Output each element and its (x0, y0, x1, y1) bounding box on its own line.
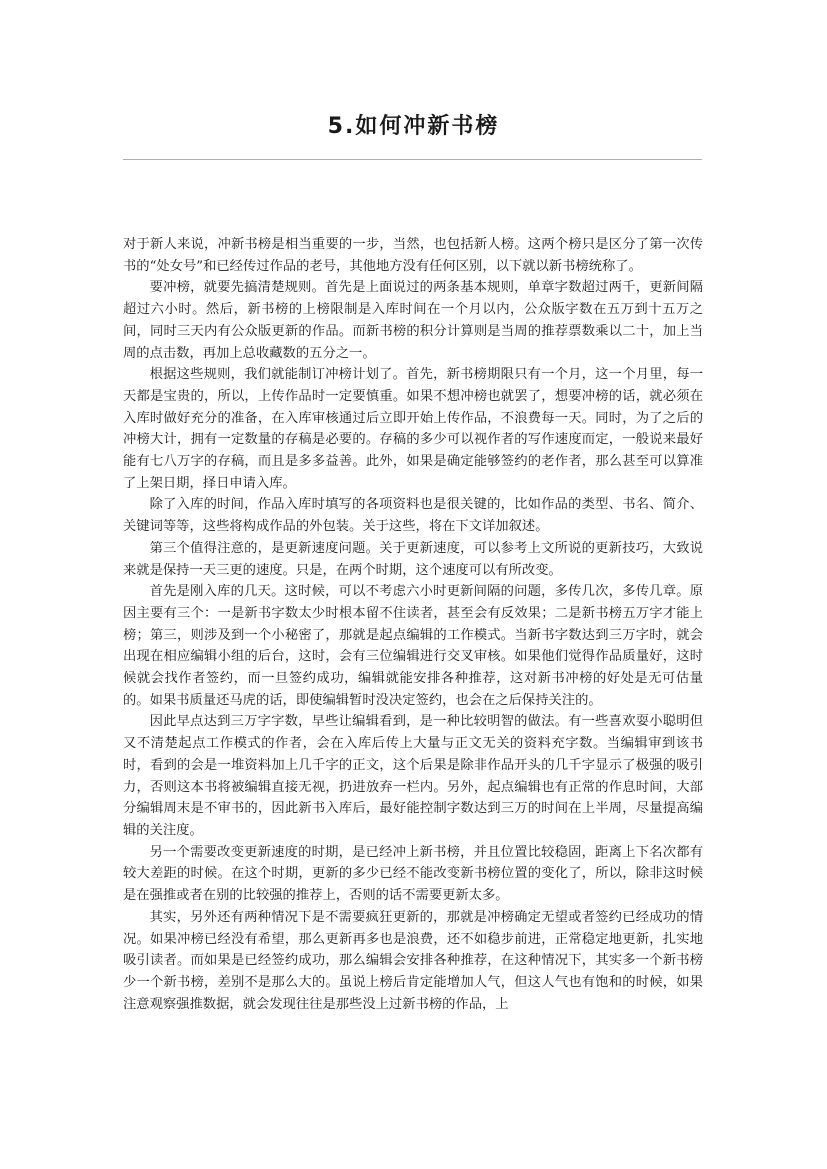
paragraph: 首先是刚入库的几天。这时候，可以不考虑六小时更新间隔的问题，多传几次，多传几章。原因主要有三个：一是新书字数太少时根本留不住读者，甚至会有反效果；二是新书榜五万字才能上榜；第三，则涉及到一个小秘密了，那就是起点编辑的工作模式。当新书字数达到三万字时，就会出现在相应编辑小组的后台，这时，会有三位编辑进行交叉审核。如果他们觉得作品质量好，这时候就会找作者签约，而一旦签约成功，编辑就能安排各种推荐，这对新书冲榜的好处是无可估量的。如果书质量还马虎的话，即使编辑暂时没决定签约，也会在之后保持关注的。 (123, 584, 703, 708)
document-body (123, 234, 703, 1015)
paragraph: 另一个需要改变更新速度的时期，是已经冲上新书榜，并且位置比较稳固，距离上下名次都有较大差距的时候。在这个时期，更新的多少已经不能改变新书榜位置的变化了，所以，除非这时候是在强推或者在别的比较强的推荐上，否则的话不需要更新太多。 (123, 844, 703, 904)
paragraph: 因此早点达到三万字字数，早些让编辑看到，是一种比较明智的做法。有一些喜欢耍小聪明但又不清楚起点工作模式的作者，会在入库后传上大量与正文无关的资料充字数。当编辑审到该书时，看到的会是一堆资料加上几千字的正文，这个后果是除非作品开头的几千字显示了极强的吸引力，否则这本书将被编辑直接无视，扔进放弃一栏内。另外，起点编辑也有正常的作息时间，大部分编辑周末是不审书的，因此新书入库后，最好能控制字数达到三万的时间在上半周，尽量提高编辑的关注度。 (123, 714, 703, 838)
paragraph: 其实，另外还有两种情况下是不需要疯狂更新的，那就是冲榜确定无望或者签约已经成功的情况。如果冲榜已经没有希望，那么更新再多也是浪费，还不如稳步前进，正常稳定地更新，扎实地吸引读者。而如果是已经签约成功，那么编辑会安排各种推荐，在这种情况下，其实多一个新书榜少一个新书榜，差别不是那么大的。虽说上榜后肯定能增加人气，但这人气也有饱和的时候，如果注意观察强推数据，就会发现往往是那些没上过新书榜的作品，上 (123, 909, 703, 1012)
paragraph: 要冲榜，就要先搞清楚规则。首先是上面说过的两条基本规则，单章字数超过两千，更新间隔超过六小时。然后，新书榜的上榜限制是入库时间在一个月以内，公众版字数在五万到十五万之间，同时三天内有公众版更新的作品。而新书榜的积分计算则是当周的推荐票数乘以二十，加上当周的点击数，再加上总收藏数的五分之一。 (123, 280, 703, 361)
paragraph: 第三个值得注意的，是更新速度问题。关于更新速度，可以参考上文所说的更新技巧，大致说来就是保持一天三更的速度。只是，在两个时期，这个速度可以有所改变。 (123, 540, 703, 578)
paragraph: 根据这些规则，我们就能制订冲榜计划了。首先，新书榜期限只有一个月，这一个月里，每一天都是宝贵的，所以，上传作品时一定要慎重。如果不想冲榜也就罢了，想要冲榜的话，就必须在入库时做好充分的准备，在入库审核通过后立即开始上传作品，不浪费每一天。同时，为了之后的冲榜大计，拥有一定数量的存稿是必要的。存稿的多少可以视作者的写作速度而定，一般说来最好能有七八万字的存稿，而且是多多益善。此外，如果是确定能够签约的老作者，那么甚至可以算准了上架日期，择日申请入库。 (123, 367, 703, 491)
page-title: 5.如何冲新书榜 (327, 114, 500, 139)
paragraph: 除了入库的时间，作品入库时填写的各项资料也是很关键的，比如作品的类型、书名、简介、关键词等等，这些将构成作品的外包装。关于这些，将在下文详加叙述。 (123, 497, 703, 535)
title-divider (123, 159, 702, 160)
paragraph: 对于新人来说，冲新书榜是相当重要的一步，当然，也包括新人榜。这两个榜只是区分了第一次传书的“处女号”和已经传过作品的老号，其他地方没有任何区别，以下就以新书榜统称了。 (123, 237, 703, 274)
